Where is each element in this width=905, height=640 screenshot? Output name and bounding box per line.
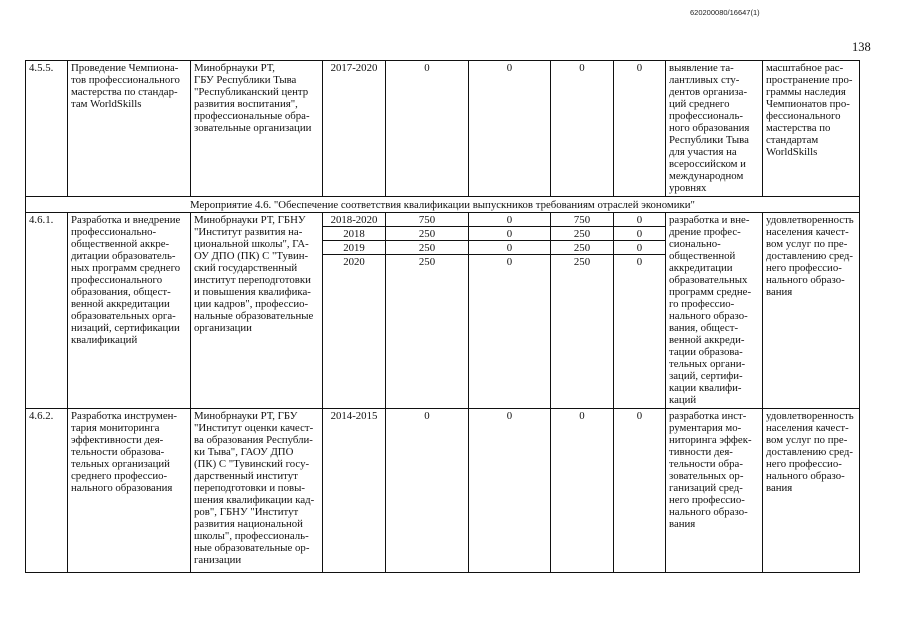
value-cell-4: 0 xyxy=(614,409,666,573)
value-cell-3: 250 xyxy=(551,227,614,241)
value-cell-1: 0 xyxy=(386,409,469,573)
result-cell: разработка и вне- дрение профес- сионально- общественной аккредитации образовательных программ средне- го профессио- нального образо- вания, общест- венной аккреди- тации образова- тельных органи- заций, сертифи- кации квалифи- каций xyxy=(666,213,763,409)
executors-cell: Минобрнауки РТ, ГБУ "Институт оценки качест- ва образования Республи- ки Тыва", ГАОУ ДПО (ПК) С "Тувинский госу- дарственный институт переподготовки и повы- шения квалификации кад- ров", ГБНУ "Институт развития национальной школы", профессиональ- ные образовательные ор- ганизации xyxy=(191,409,323,573)
row-number: 4.6.2. xyxy=(26,409,68,573)
activity-cell: Разработка инструмен- тария мониторинга эффективности дея- тельности образова- тельных организаций среднего профессио- нального образования xyxy=(68,409,191,573)
table-row xyxy=(26,409,860,573)
value-cell-1: 250 xyxy=(386,227,469,241)
row-number: 4.6.1. xyxy=(26,213,68,409)
activity-cell: Проведение Чемпиона- тов профессионального мастерства по стандар- там WorldSkills xyxy=(68,61,191,197)
period-cell: 2018-2020 xyxy=(323,213,386,227)
document-code: 620200080/16647(1) xyxy=(690,8,760,17)
program-activities-table xyxy=(25,60,860,573)
value-cell-4: 0 xyxy=(614,61,666,197)
period-cell: 2017-2020 xyxy=(323,61,386,197)
value-cell-2: 0 xyxy=(469,213,551,227)
result-cell: выявление та- лантливых сту- дентов организа- ций среднего профессиональ- ного образования Республики Тыва для участия на всероссийском и международном уровнях xyxy=(666,61,763,197)
value-cell-4: 0 xyxy=(614,241,666,255)
executors-cell: Минобрнауки РТ, ГБУ Республики Тыва "Республиканский центр развития воспитания", профессиональные обра- зовательные организации xyxy=(191,61,323,197)
row-number: 4.5.5. xyxy=(26,61,68,197)
value-cell-3: 0 xyxy=(551,61,614,197)
indicator-cell: масштабное рас- пространение про- граммы наследия Чемпионатов про- фессионального мастерства по стандартам WorldSkills xyxy=(763,61,860,197)
section-row xyxy=(26,197,860,213)
value-cell-3: 750 xyxy=(551,213,614,227)
table-row xyxy=(26,61,860,197)
table-row xyxy=(26,213,860,227)
indicator-cell: удовлетворенность населения качест- вом услуг по пре- доставлению сред- него профессио- нального образо- вания xyxy=(763,213,860,409)
executors-cell: Минобрнауки РТ, ГБНУ "Институт развития на- циональной школы", ГА- ОУ ДПО (ПК) С "Тувин- ский государственный институт переподготовки и повышения квалифика- ции кадров", профессио- нальные образовательные организации xyxy=(191,213,323,409)
value-cell-2: 0 xyxy=(469,241,551,255)
activity-cell: Разработка и внедрение профессионально- общественной аккре- дитации образователь- ных программ среднего профессионального образования, общест- венной аккредитации образовательных орга- низаций, сертификации квалификаций xyxy=(68,213,191,409)
value-cell-1: 0 xyxy=(386,61,469,197)
value-cell-2: 0 xyxy=(469,255,551,409)
value-cell-4: 0 xyxy=(614,213,666,227)
indicator-cell: удовлетворенность населения качест- вом услуг по пре- доставлению сред- него профессио- нального образо- вания xyxy=(763,409,860,573)
period-cell: 2020 xyxy=(323,255,386,409)
result-cell: разработка инст- рументария мо- ниторинга эффек- тивности дея- тельности обра- зовательных ор- ганизаций сред- него профессио- нального образо- вания xyxy=(666,409,763,573)
value-cell-2: 0 xyxy=(469,61,551,197)
value-cell-1: 750 xyxy=(386,213,469,227)
section-title: Мероприятие 4.6. "Обеспечение соответствия квалификации выпускников требованиям отраслей экономики" xyxy=(26,197,860,213)
period-cell: 2019 xyxy=(323,241,386,255)
value-cell-1: 250 xyxy=(386,255,469,409)
value-cell-3: 250 xyxy=(551,241,614,255)
value-cell-2: 0 xyxy=(469,409,551,573)
value-cell-1: 250 xyxy=(386,241,469,255)
value-cell-4: 0 xyxy=(614,255,666,409)
page-number: 138 xyxy=(852,40,871,54)
value-cell-3: 0 xyxy=(551,409,614,573)
period-cell: 2018 xyxy=(323,227,386,241)
value-cell-2: 0 xyxy=(469,227,551,241)
period-cell: 2014-2015 xyxy=(323,409,386,573)
value-cell-4: 0 xyxy=(614,227,666,241)
value-cell-3: 250 xyxy=(551,255,614,409)
